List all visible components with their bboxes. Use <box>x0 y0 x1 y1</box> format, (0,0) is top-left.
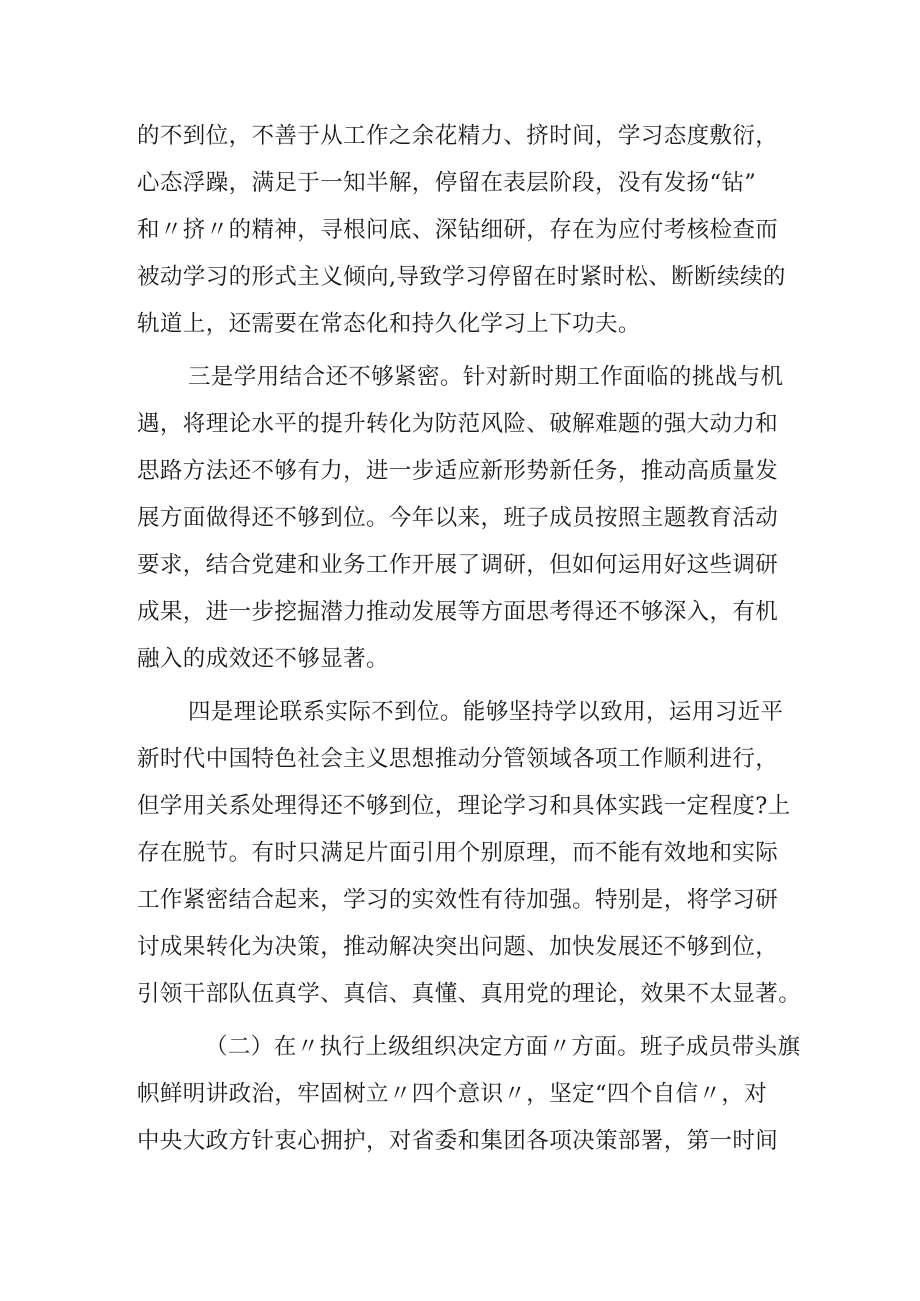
text-line-11: 成果，进一步挖掘潜力推动发展等方面思考得还不够深入，有机 <box>137 599 779 625</box>
paragraph-4-heading-line: 四是理论联系实际不到位。能够坚持学以致用，运用习近平 <box>188 699 784 725</box>
text-line-21: 帜鲜明讲政治，牢固树立〃四个意识〃，坚定“四个自信〃，对 <box>137 1081 768 1107</box>
section-2-heading-line: （二）在〃执行上级组织决定方面〃方面。班子成员带头旗 <box>205 1034 801 1060</box>
paragraph-3-heading-line: 三是学用结合还不够紧密。针对新时期工作面临的挑战与机 <box>188 364 784 390</box>
text-line-12: 融入的成效还不够显著。 <box>137 646 389 672</box>
text-line-19: 引领干部队伍真学、真信、真懂、真用党的理论，效果不太显著。 <box>137 981 802 1007</box>
text-line-18: 讨成果转化为决策，推动解决突出问题、加快发展还不够到位， <box>137 934 779 960</box>
text-line-9: 展方面做得还不够到位。今年以来，班子成员按照主题教育活动 <box>137 505 779 531</box>
text-line-14: 新时代中国特色社会主义思想推动分管领域各项工作顺利进行， <box>137 746 779 772</box>
text-line-4: 被动学习的形式主义倾向,导致学习停留在时紧时松、断断续续的 <box>137 264 786 290</box>
text-line-17: 工作紧密结合起来，学习的实效性有待加强。特别是，将学习研 <box>137 887 779 913</box>
text-line-16: 存在脱节。有时只满足片面引用个别原理，而不能有效地和实际 <box>137 840 779 866</box>
text-line-5: 轨道上，还需要在常态化和持久化学习上下功夫。 <box>137 311 641 337</box>
text-line-10: 要求，结合党建和业务工作开展了调研，但如何运用好这些调研 <box>137 552 779 578</box>
text-line-15: 但学用关系处理得还不够到位，理论学习和具体实践一定程度?上 <box>137 793 791 819</box>
text-line-22: 中央大政方针衷心拥护，对省委和集团各项决策部署，第一时间 <box>137 1128 779 1154</box>
text-line-8: 思路方法还不够有力，进一步适应新形势新任务，推动高质量发 <box>137 458 779 484</box>
text-line-3: 和〃挤〃的精神，寻根问底、深钻细研，存在为应付考核检查而 <box>137 217 779 243</box>
text-line-2: 心态浮躁，满足于一知半解，停留在表层阶段，没有发扬“钻” <box>137 170 757 196</box>
text-line-7: 遇，将理论水平的提升转化为防范风险、破解难题的强大动力和 <box>137 411 779 437</box>
text-line-1: 的不到位，不善于从工作之余花精力、挤时间，学习态度敷衍， <box>137 123 779 149</box>
